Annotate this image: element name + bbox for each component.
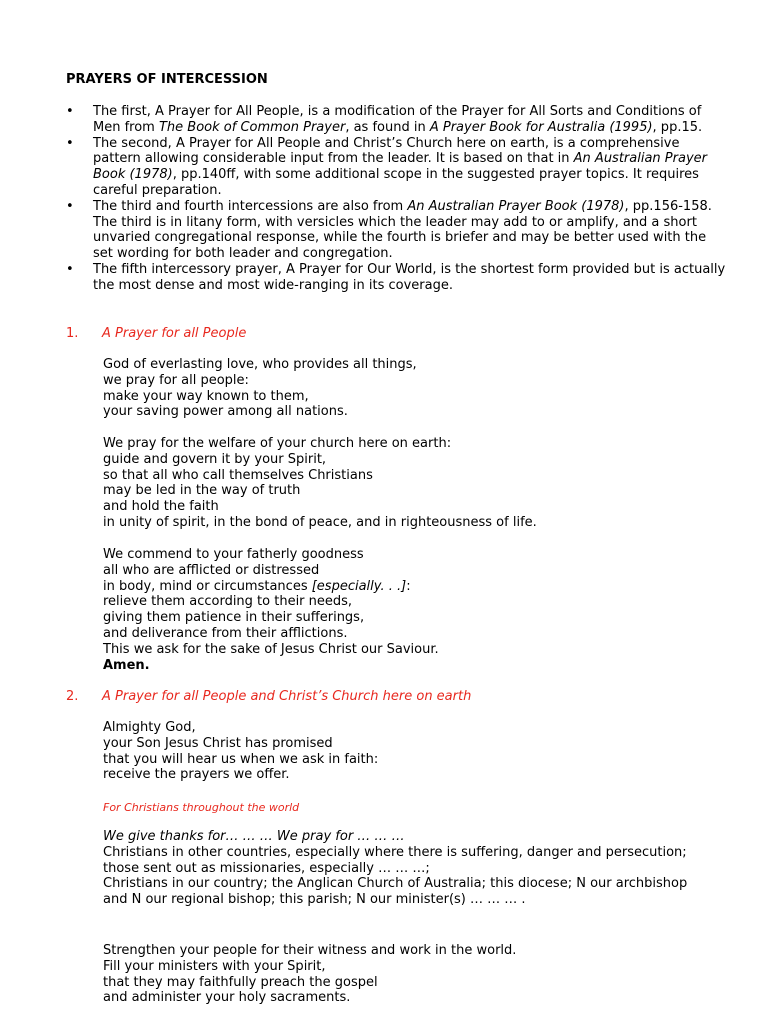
petitions: We give thanks for… … … We pray for … … … Christians in other countries, especially where there is suffering, danger and persecution; those sent out as missionaries, especially … … …; Christians in our country; the Anglican Church of Australia; this diocese; N our archbishop and N our regional bishop; this parish; N our minister(s) … … … . — [103, 829, 688, 908]
bullet-icon: • — [66, 104, 74, 119]
section-2-heading — [66, 689, 471, 705]
prayer-stanza: God of everlasting love, who provides all things, we pray for all people: make your way known to them, your saving power among all nations. — [103, 357, 417, 420]
prayer-stanza: We commend to your fatherly goodness all who are afflicted or distressed in body, mind or circumstances [especially. . .]: relieve them according to their needs, giving them patience in their sufferings, and deliverance from their afflictions. This we ask for the sake of Jesus Christ our Saviour. Amen. — [103, 547, 439, 673]
amen: Amen. — [103, 657, 150, 673]
section-number: 2. — [66, 689, 79, 704]
bullet-icon: • — [66, 135, 74, 151]
section-number: 1. — [66, 326, 79, 341]
section-title: A Prayer for all People — [102, 326, 247, 341]
subheading: For Christians throughout the world — [103, 801, 300, 814]
page-title: PRAYERS OF INTERCESSION — [66, 72, 268, 87]
intro-bullet-list — [66, 104, 726, 294]
prayer-stanza: We pray for the welfare of your church here on earth: guide and govern it by your Spirit, so that all who call themselves Christians may be led in the way of truth and hold the faith in unity of spirit, in the bond of peace, and in righteousness of life. — [103, 436, 537, 530]
bullet-item: • The second, A Prayer for All People and Christ’s Church here on earth, is a comprehensive pattern allowing considerable input from the leader. It is based on that in An Australian Prayer Book (1978), pp.140ff, with some additional scope in the suggested prayer topics. It requires careful preparation. — [66, 135, 707, 198]
bullet-item: • The fifth intercessory prayer, A Prayer for Our World, is the shortest form provided but is actually the most dense and most wide-ranging in its coverage. — [66, 261, 726, 293]
bullet-icon: • — [66, 261, 74, 277]
bullet-item: • The third and fourth intercessions are also from An Australian Prayer Book (1978), pp.156-158. The third is in litany form, with versicles which the leader may add to or amplify, and a short unvaried congregational response, while the fourth is briefer and may be better used with the set wording for both leader and congregation. — [66, 198, 712, 262]
section-1-heading — [66, 326, 246, 342]
prayer-stanza: Almighty God, your Son Jesus Christ has promised that you will hear us when we ask in faith: receive the prayers we offer. — [103, 720, 379, 783]
bullet-item: • The first, A Prayer for All People, is a modification of the Prayer for All Sorts and Conditions of Men from The Book of Common Prayer, as found in A Prayer Book for Australia (1995), pp.15. — [66, 104, 703, 135]
bullet-icon: • — [66, 198, 74, 214]
prayer-stanza: Strengthen your people for their witness and work in the world. Fill your ministers with your Spirit, that they may faithfully preach the gospel and administer your holy sacraments. — [103, 943, 517, 1006]
section-title: A Prayer for all People and Christ’s Church here on earth — [102, 689, 472, 704]
